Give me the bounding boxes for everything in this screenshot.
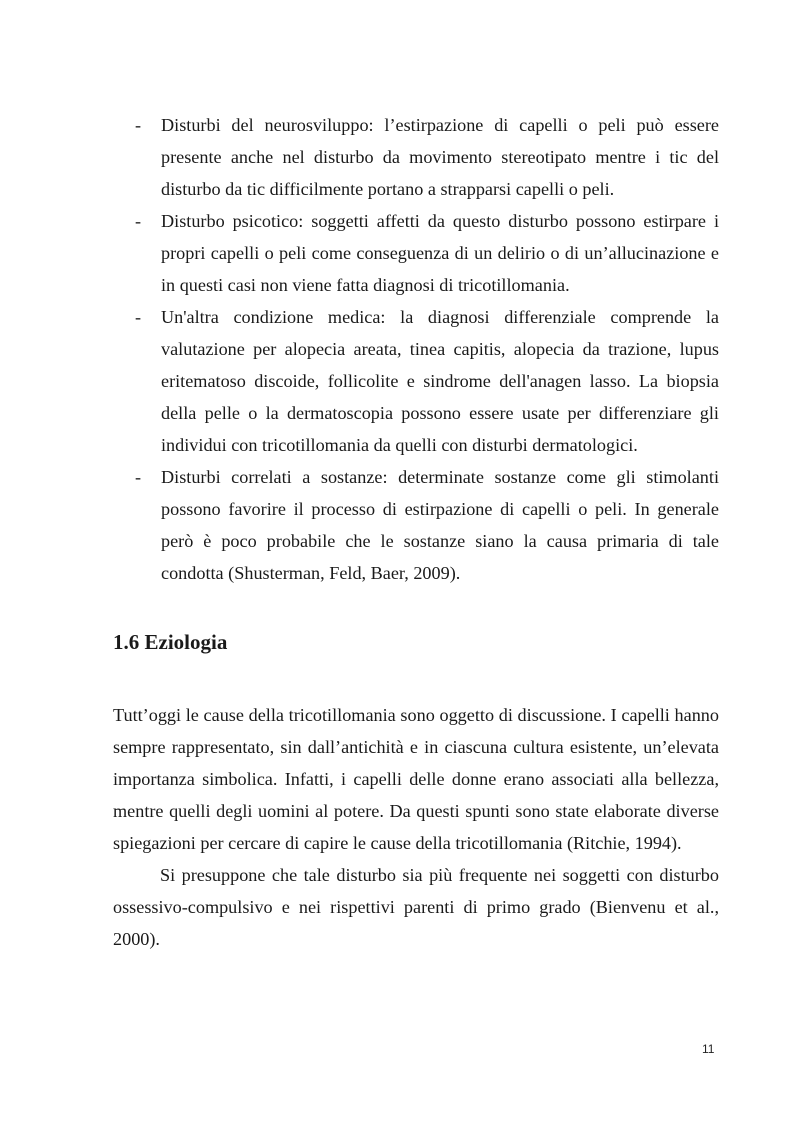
list-item-text: Disturbi correlati a sostanze: determinate sostanze come gli stimolanti possono favorire il processo di estirpazione di capelli o peli. In generale però è poco probabile che le sostanze siano la causa primaria di tale condotta (Shusterman, Feld, Baer, 2009). <box>161 467 719 583</box>
list-item-text: Disturbi del neurosviluppo: l’estirpazione di capelli o peli può essere presente anche nel disturbo da movimento stereotipato mentre i tic del disturbo da tic difficilmente portano a strapparsi capelli o peli. <box>161 115 719 199</box>
list-item <box>133 301 719 461</box>
section-heading: 1.6 Eziologia <box>113 630 228 654</box>
list-bullet: - <box>135 307 142 327</box>
list-item <box>133 461 719 589</box>
list-bullet: - <box>135 467 142 487</box>
paragraph: Si presuppone che tale disturbo sia più frequente nei soggetti con disturbo ossessivo-compulsivo e nei rispettivi parenti di primo grado (Bienvenu et al., 2000). <box>113 865 719 949</box>
list-item-text: Un'altra condizione medica: la diagnosi differenziale comprende la valutazione per alopecia areata, tinea capitis, alopecia da trazione, lupus eritematoso discoide, follicolite e sindrome dell'anagen lasso. La biopsia della pelle o la dermatoscopia possono essere usate per differenziare gli individui con tricotillomania da quelli con disturbi dermatologici. <box>161 307 719 455</box>
list-bullet: - <box>135 115 142 135</box>
page-number: 11 <box>702 1042 715 1056</box>
list-item-text: Disturbo psicotico: soggetti affetti da questo disturbo possono estirpare i propri capelli o peli come conseguenza di un delirio o di un’allucinazione e in questi casi non viene fatta diagnosi di tricotillomania. <box>161 211 719 295</box>
section-body <box>113 699 719 955</box>
list-item <box>133 109 719 205</box>
list-bullet: - <box>135 211 142 231</box>
differential-diagnosis-list <box>133 109 719 589</box>
list-item <box>133 205 719 301</box>
paragraph: Tutt’oggi le cause della tricotillomania sono oggetto di discussione. I capelli hanno sempre rappresentato, sin dall’antichità e in ciascuna cultura esistente, un’elevata importanza simbolica. Infatti, i capelli delle donne erano associati alla bellezza, mentre quelli degli uomini al potere. Da questi spunti sono state elaborate diverse spiegazioni per cercare di capire le cause della tricotillomania (Ritchie, 1994). <box>113 705 719 853</box>
